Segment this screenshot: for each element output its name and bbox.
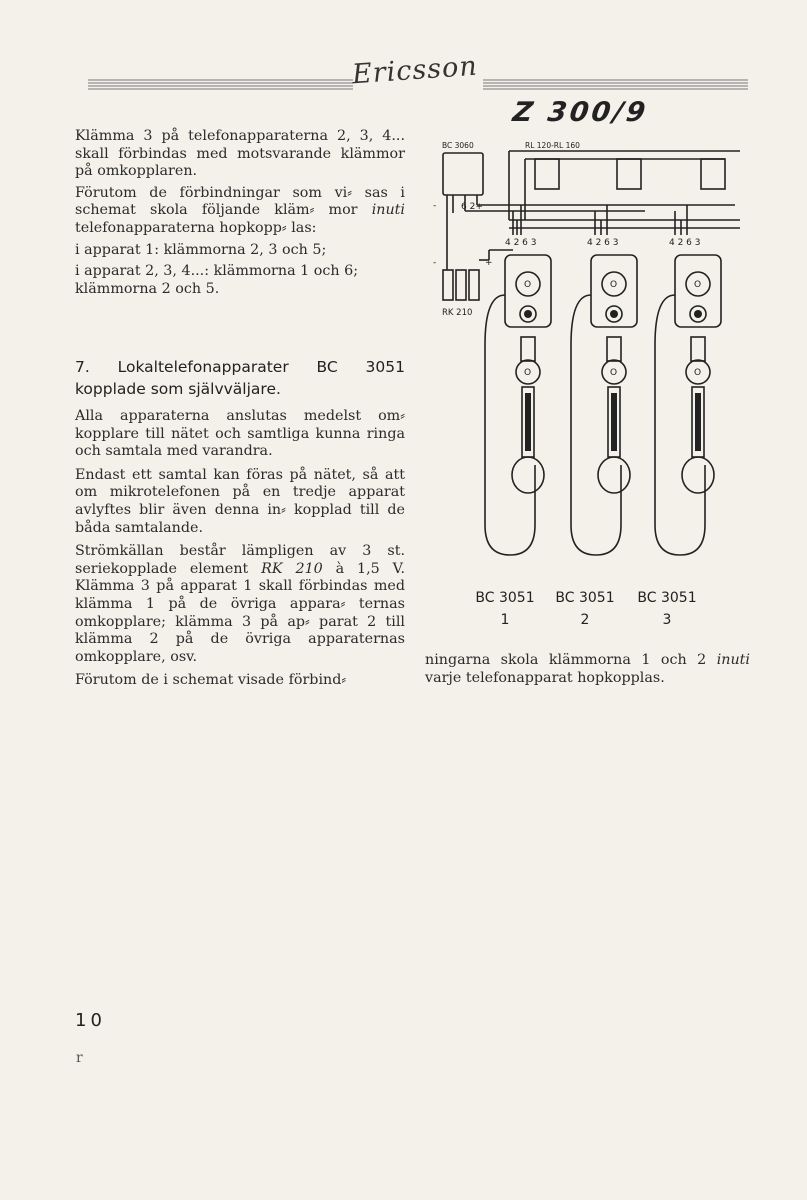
symbol-o: O [610, 280, 618, 290]
apparatus-label-2: BC 3051 2 [555, 590, 615, 628]
terminal-label: 4 2 6 3 [587, 238, 619, 248]
symbol-o: O [524, 368, 532, 378]
left-column-text-2 [75, 408, 405, 696]
page-number: 10 [75, 1010, 106, 1031]
symbol-o: O [694, 368, 702, 378]
symbol-o: O [610, 368, 618, 378]
minus-sign: - [433, 258, 437, 268]
right-column-text: ningarna skola klämmorna 1 och 2 inuti varje telefonapparat hopkopplas. [425, 652, 750, 686]
paragraph: Endast ett samtal kan föras på nätet, så att om mikrotelefonen på en tredje apparat avlyftes blir även denna in⸗ kopplad till de båda samtalande. [75, 466, 405, 536]
list-item: i apparat 1: klämmorna 2, 3 och 5; [75, 241, 327, 258]
apparatus-label-3: BC 3051 3 [637, 590, 697, 628]
bc3060-label: BC 3060 [442, 141, 474, 150]
section-heading: 7. Lokaltelefonapparater BC 3051 kopplade som självväljare. [75, 358, 405, 398]
list-item: i apparat 2, 3, 4...: klämmorna 1 och 6; klämmorna 2 och 5. [75, 263, 359, 297]
plus-sign: + [485, 258, 493, 268]
terminal-label: 4 2 6 3 [505, 238, 537, 248]
paragraph: Klämma 3 på telefonapparaterna 2, 3, 4... skall förbindas med motsvarande klämmor på omkopplaren. [75, 128, 405, 180]
paragraph: Strömkällan består lämpligen av 3 st. seriekopplade element RK 210 à 1,5 V. Klämma 3 på apparat 1 skall förbindas med klämma 1 på de övriga appara⸗ ternas omkopplare; klämma 3 på ap⸗ parat 2 till klämma 2 på de övriga apparaternas omkopplare, osv. [75, 543, 405, 665]
terminal-label: 4 2 6 3 [669, 238, 701, 248]
left-column-text [75, 128, 405, 302]
paragraph: Förutom de förbindningar som vi⸗ sas i schemat skola följande kläm⸗ mor inuti telefonapparaterna hopkopp⸗ las: [75, 184, 405, 236]
handwritten-reference: Z 300/9 [510, 97, 651, 128]
paragraph: Förutom de i schemat visade förbind⸗ [75, 672, 347, 689]
symbol-o: O [524, 280, 532, 290]
terminals-top: 6 2+ [461, 202, 483, 212]
rk210-label: RK 210 [442, 308, 473, 318]
symbol-o: O [694, 280, 702, 290]
minus-sign: - [433, 201, 437, 211]
paragraph: Alla apparaterna anslutas medelst om⸗ kopplare till nätet och samtliga kunna ringa och samtala med varandra. [75, 408, 405, 460]
pencil-mark: r [76, 1050, 83, 1066]
wiring-diagram [425, 125, 755, 565]
apparatus-label-1: BC 3051 1 [475, 590, 535, 628]
rl-label: RL 120-RL 160 [525, 141, 580, 150]
ericsson-logo: Ericsson [351, 50, 479, 91]
